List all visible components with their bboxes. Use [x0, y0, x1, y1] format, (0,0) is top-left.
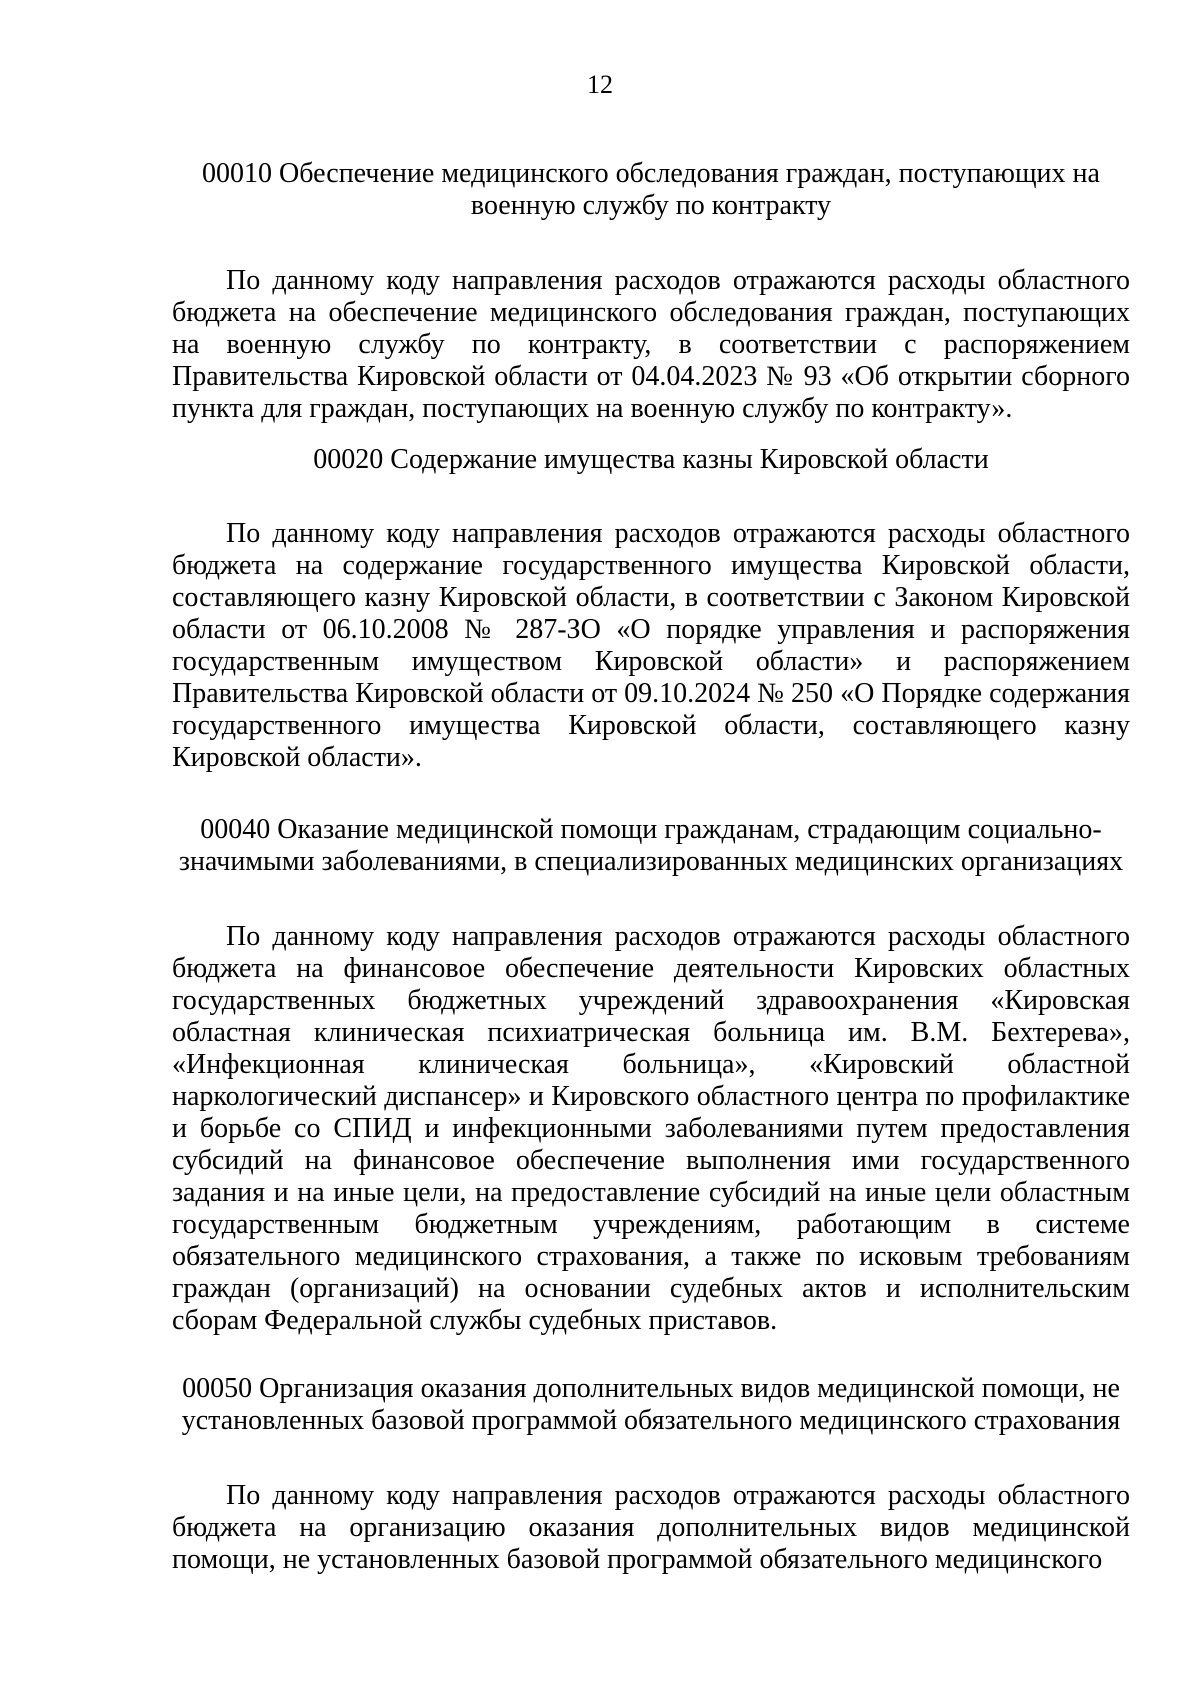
section-paragraph-00050: По данному коду направления расходов отражаются расходы областного бюджета на организацию оказания дополнительных видов медицинской помощи, не установленных базовой программой обязательного медицинского — [172, 1480, 1130, 1575]
section-heading-00010: 00010 Обеспечение медицинского обследования граждан, поступающих на военную службу по контракту — [202, 158, 1100, 221]
section-paragraph-00020: По данному коду направления расходов отражаются расходы областного бюджета на содержание государственного имущества Кировской области, составляющего казну Кировской области, в соответствии с Законом Кировской области от 06.10.2008 № 287-ЗО «О порядке управления и распоряжения государственным имуществом Кировской области» и распоряжением Правительства Кировской области от 09.10.2024 № 250 «О Порядке содержания государственного имущества Кировской области, составляющего казну Кировской области». — [172, 518, 1130, 773]
section-heading-00040: 00040 Оказание медицинской помощи гражданам, страдающим социально-значимыми заболеваниями, в специализированных медицинских организациях — [178, 814, 1124, 877]
section-paragraph-00010: По данному коду направления расходов отражаются расходы областного бюджета на обеспечение медицинского обследования граждан, поступающих на военную службу по контракту, в соответствии с распоряжением Правительства Кировской области от 04.04.2023 № 93 «Об открытии сборного пункта для граждан, поступающих на военную службу по контракту». — [172, 265, 1130, 424]
page-number: 12 — [587, 70, 613, 99]
section-heading-00050: 00050 Организация оказания дополнительных видов медицинской помощи, не установленных базовой программой обязательного медицинского страхования — [181, 1373, 1121, 1436]
document-body — [172, 158, 1130, 1576]
section-paragraph-00040: По данному коду направления расходов отражаются расходы областного бюджета на финансовое обеспечение деятельности Кировских областных государственных бюджетных учреждений здравоохранения «Кировская областная клиническая психиатрическая больница им. В.М. Бехтерева», «Инфекционная клиническая больница», «Кировский областной наркологический диспансер» и Кировского областного центра по профилактике и борьбе со СПИД и инфекционными заболеваниями путем предоставления субсидий на финансовое обеспечение выполнения ими государственного задания и на иные цели, на предоставление субсидий на иные цели областным государственным бюджетным учреждениям, работающим в системе обязательного медицинского страхования, а также по исковым требованиям граждан (организаций) на основании судебных актов и исполнительским сборам Федеральной службы судебных приставов. — [172, 921, 1130, 1336]
section-heading-00020: 00020 Содержание имущества казны Кировской области — [313, 444, 989, 475]
